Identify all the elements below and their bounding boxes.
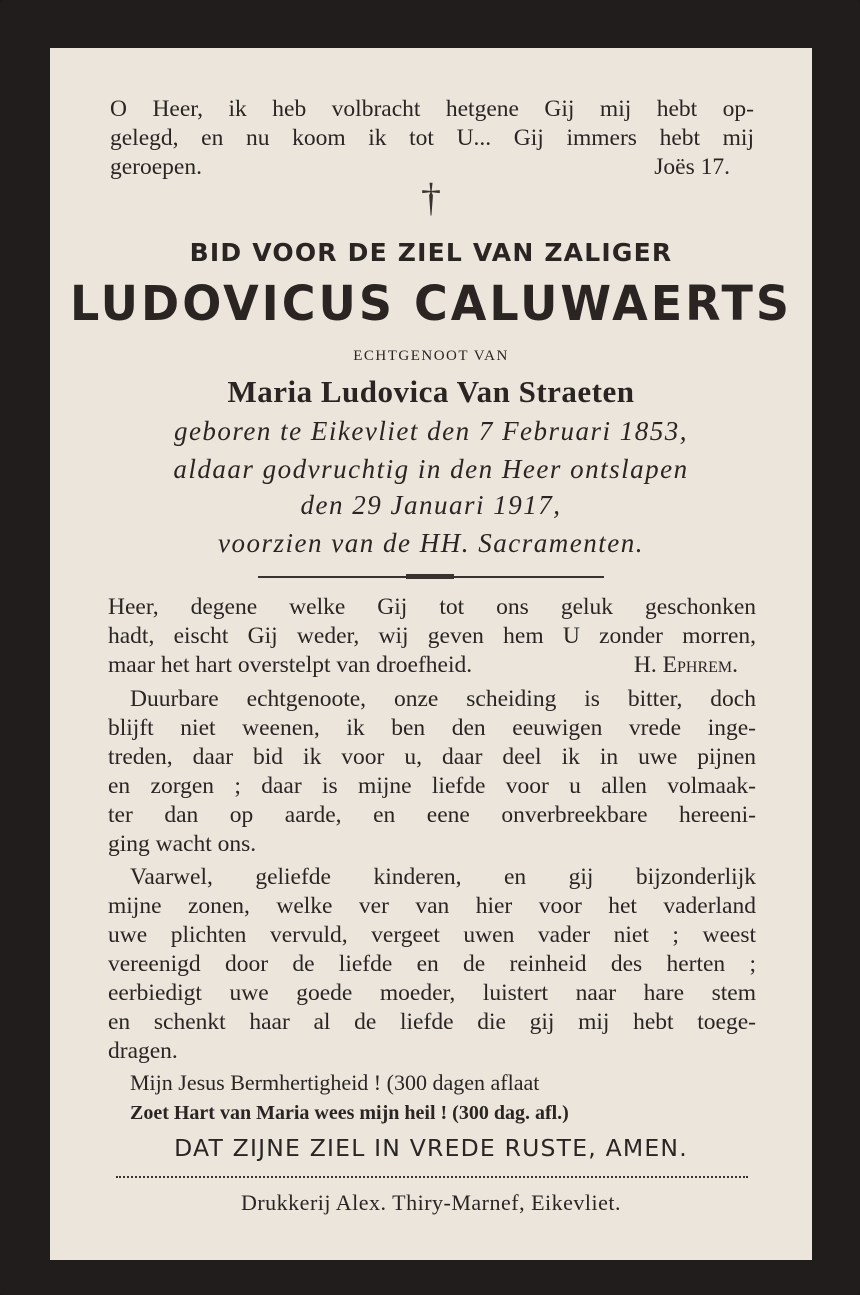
closing-prayer: DAT ZIJNE ZIEL IN VREDE RUSTE, AMEN. [174, 1134, 688, 1162]
spouse-label: ECHTGENOOT VAN [353, 348, 509, 364]
prayer-heading: BID VOOR DE ZIEL VAN ZALIGER [189, 238, 673, 267]
quote-author: H. Ephrem. [633, 652, 738, 678]
printer-credit: Drukkerij Alex. Thiry-Marnef, Eikevliet. [240, 1190, 622, 1215]
children-paragraph-line: Vaarwel, geliefde kinderen, en gij bijzonderlijk [130, 864, 756, 890]
indulgence-prayer: Mijn Jesus Bermhertigheid ! (300 dagen aflaat [130, 1070, 540, 1095]
spouse-paragraph-last: ging wacht ons. [108, 831, 257, 857]
spouse-paragraph-line: Duurbare echtgenoote, onze scheiding is bitter, doch [130, 686, 756, 712]
quote-last-line [108, 652, 738, 679]
birth-line: geboren te Eikevliet den 7 Februari 1853, [173, 416, 689, 446]
divider-ornament [406, 574, 454, 579]
death-date: den 29 Januari 1917, [300, 490, 562, 520]
intro-line-1: O Heer, ik heb volbracht hetgene Gij mij hebt op- [110, 96, 754, 122]
quote-line: Heer, degene welke Gij tot ons geluk geschonken [108, 594, 756, 620]
children-paragraph-line: uwe plichten vervuld, vergeet uwen vader niet ; weest [108, 922, 756, 948]
children-paragraph-last: dragen. [108, 1038, 178, 1064]
card-panel [50, 48, 812, 1260]
children-paragraph-line: mijne zonen, welke ver van hier voor het vaderland [108, 893, 756, 919]
spouse-paragraph-line: ter dan op aarde, en eene onverbreekbare hereeni- [108, 802, 756, 828]
bible-reference: Joës 17. [654, 154, 730, 180]
death-line: aldaar godvruchtig in den Heer ontslapen [173, 454, 689, 484]
children-paragraph-line: eerbiedigt uwe goede moeder, luistert naar hare stem [108, 980, 756, 1006]
spouse-paragraph-line: en zorgen ; daar is mijne liefde voor u allen volmaak- [108, 773, 756, 799]
children-paragraph-line: en schenkt haar al de liefde die gij mij hebt toege- [108, 1009, 756, 1035]
spouse-paragraph-line: blijft niet weenen, ik ben den eeuwigen vrede inge- [108, 715, 756, 741]
spouse-paragraph-line: treden, daar bid ik voor u, daar deel ik in uwe pijnen [108, 744, 756, 770]
intro-line-3 [110, 154, 730, 181]
children-paragraph-line: vereenigd door de liefde en de reinheid des herten ; [108, 951, 756, 977]
intro-line-2: gelegd, en nu koom ik tot U... Gij immers hebt mij [110, 125, 754, 151]
spouse-name: Maria Ludovica Van Straeten [227, 374, 635, 409]
sacraments-line: voorzien van de HH. Sacramenten. [218, 528, 644, 558]
intro-text-end: geroepen. [110, 154, 202, 180]
dotted-divider [116, 1176, 748, 1178]
quote-line: hadt, eischt Gij weder, wij geven hem U zonder morren, [108, 623, 756, 649]
quote-last-text: maar het hart overstelpt van droefheid. [108, 652, 473, 678]
indulgence-prayer: Zoet Hart van Maria wees mijn heil ! (300 dag. afl.) [130, 1102, 569, 1124]
cross-icon: † [421, 175, 441, 220]
deceased-name: LUDOVICUS CALUWAERTS [70, 274, 792, 332]
